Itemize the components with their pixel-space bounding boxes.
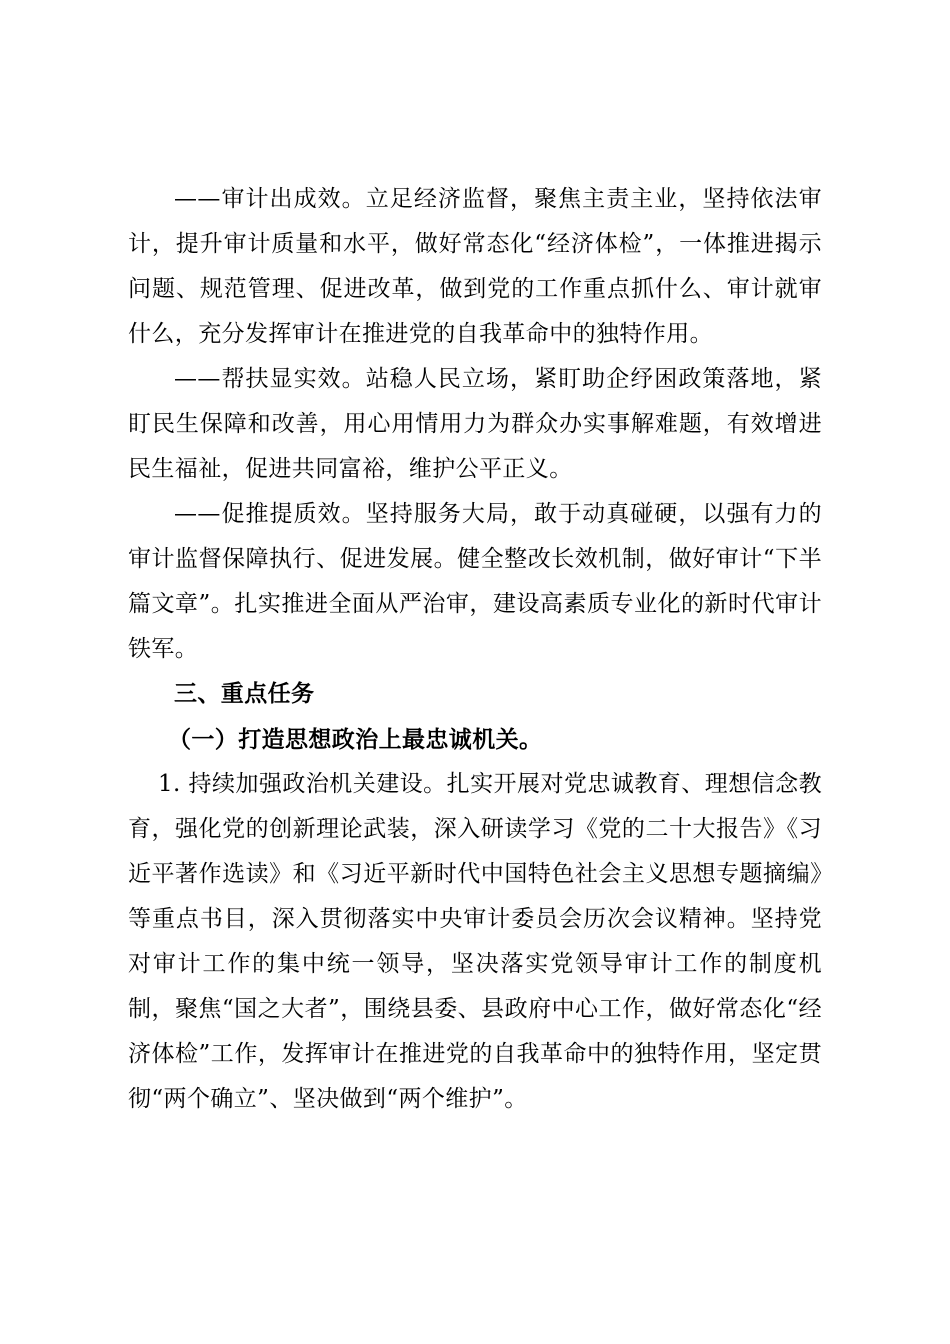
- document-body: [128, 177, 822, 1122]
- paragraph-quality-effect: ——促推提质效。坚持服务大局，敢于动真碰硬，以强有力的审计监督保障执行、促进发展。健全整改长效机制，做好审计“下半篇文章”。扎实推进全面从严治审，建设高素质专业化的新时代审计铁军。: [128, 501, 822, 662]
- subsection-heading: （一）打造思想政治上最忠诚机关。: [168, 726, 543, 753]
- paragraph-audit-effect: ——审计出成效。立足经济监督，聚焦主责主业，坚持依法审计，提升审计质量和水平，做好常态化“经济体检”，一体推进揭示问题、规范管理、促进改革，做到党的工作重点抓什么、审计就审什么，充分发挥审计在推进党的自我革命中的独特作用。: [128, 186, 822, 347]
- section-heading: 三、重点任务: [174, 681, 315, 707]
- numbered-item-1: 1. 持续加强政治机关建设。扎实开展对党忠诚教育、理想信念教育，强化党的创新理论武装，深入研读学习《党的二十大报告》《习近平著作选读》和《习近平新时代中国特色社会主义思想专题摘编》等重点书目，深入贯彻落实中央审计委员会历次会议精神。坚持党对审计工作的集中统一领导，坚决落实党领导审计工作的制度机制，聚焦“国之大者”，围绕县委、县政府中心工作，做好常态化“经济体检”工作，发挥审计在推进党的自我革命中的独特作用，坚定贯彻“两个确立”、坚决做到“两个维护”。: [128, 771, 822, 1112]
- paragraph-assist-effect: ——帮扶显实效。站稳人民立场，紧盯助企纾困政策落地，紧盯民生保障和改善，用心用情用力为群众办实事解难题，有效增进民生福祉，促进共同富裕，维护公平正义。: [128, 366, 822, 482]
